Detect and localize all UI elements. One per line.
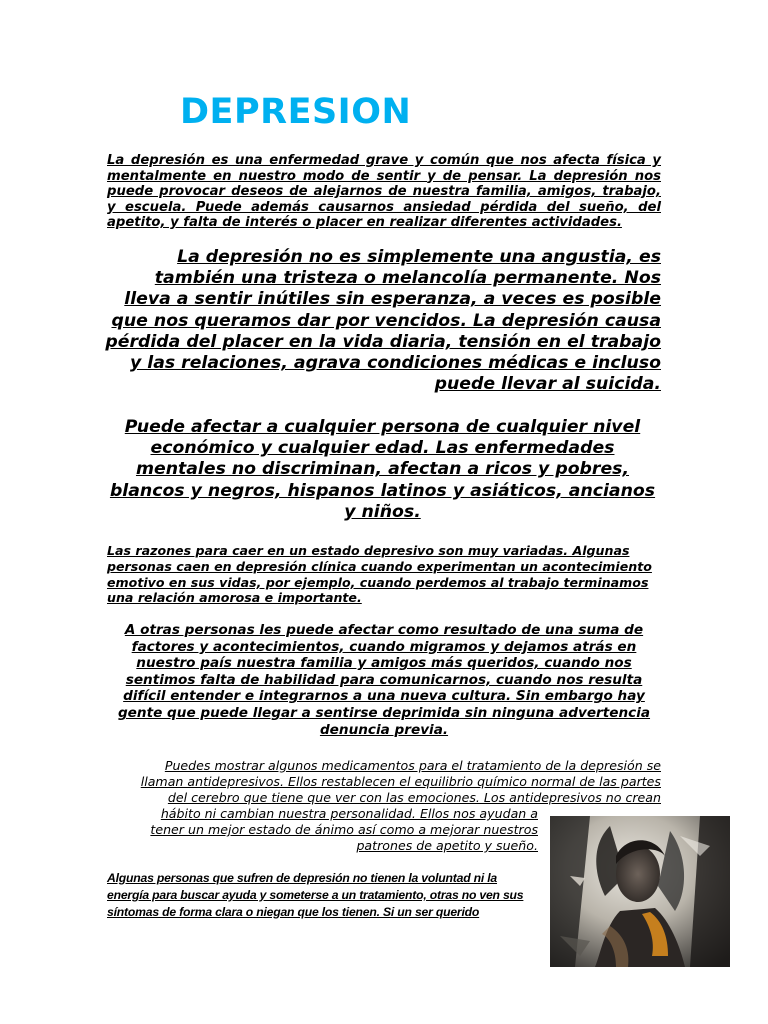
paragraph-definition: La depresión es una enfermedad grave y común que nos afecta física y mentalmente en nuestro modo de sentir y de pensar. La depresión nos puede provocar deseos de alejarnos de nuestra familia, amigos, trabajo, y escuela. Puede además causarnos ansiedad pérdida del sueño, del apetito, y falta de interés o placer en realizar diferentes actividades. (107, 153, 661, 230)
text-line: patrones de apetito y sueño. (356, 838, 538, 853)
paragraph-other-factors: A otras personas les puede afectar como resultado de una suma de factores y acontecimientos, cuando migramos y dejamos atrás en nuestro país nuestra familia y amigos más queridos, cuando nos sentimos falta de habilidad para comunicarnos, cuando nos resulta difícil entender e integrarnos a una nueva cultura. Sin embargo hay gente que puede llegar a sentirse deprimida sin ninguna advertencia denuncia previa. (117, 622, 651, 738)
document-title: DEPRESION (180, 92, 412, 132)
text-line: Puedes mostrar algunos medicamentos para el tratamiento de la depresión se (164, 758, 661, 773)
paragraph-sadness: La depresión no es simplemente una angustia, es también una tristeza o melancolía permanente. Nos lleva a sentir inútiles sin esperanza, a veces es posible que nos queramos dar por vencidos. La depresión causa pérdida del placer en la vida diaria, tensión en el trabajo y las relaciones, agrava condiciones médicas e incluso puede llevar al suicida. (105, 247, 661, 395)
paragraph-no-will: Algunas personas que sufren de depresión no tienen la voluntad ni la energía para buscar ayuda y someterse a un tratamiento, otras no ven sus síntomas de forma clara o niegan que los tienen. Si un ser querido (107, 871, 524, 919)
paragraph-anyone: Puede afectar a cualquier persona de cualquier nivel económico y cualquier edad. Las enfermedades mentales no discriminan, afectan a ricos y pobres, blancos y negros, hispanos latinos y asiáticos, ancianos y niños. (109, 417, 656, 522)
text-line: hábito ni cambian nuestra personalidad. Ellos nos ayudan a (160, 806, 538, 821)
text-line: del cerebro que tiene que ver con las emociones. Los antidepresivos no crean (167, 790, 661, 805)
text-line: tener un mejor estado de ánimo así como a mejorar nuestros (150, 822, 538, 837)
paragraph-reasons: Las razones para caer en un estado depresivo son muy variadas. Algunas personas caen en depresión clínica cuando experimentan un acontecimiento emotivo en sus vidas, por ejemplo, cuando perdemos al trabajo terminamos una relación amorosa e importante. (107, 543, 652, 606)
text-line: llaman antidepresivos. Ellos restablecen el equilibrio químico normal de las partes (140, 774, 661, 789)
depressed-person-painting (550, 816, 730, 967)
